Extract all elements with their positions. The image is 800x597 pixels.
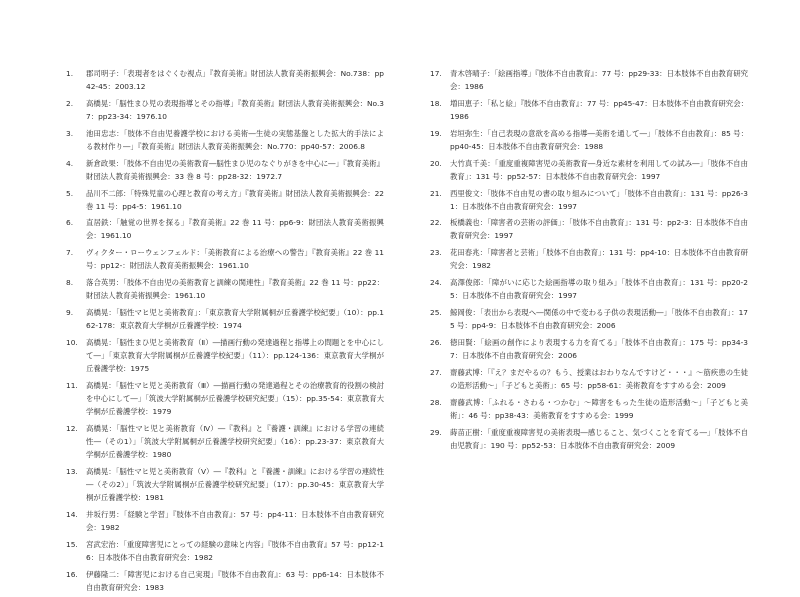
reference-text: 西里俊文：「肢体不自由児の書の取り組みについて」「肢体不自由教育」：131 号：pp26-31：日本肢体不自由教育研究会：1997 bbox=[450, 188, 748, 211]
reference-number: 26. bbox=[430, 337, 442, 347]
reference-entry bbox=[430, 366, 748, 392]
reference-entry bbox=[66, 276, 384, 302]
reference-entry bbox=[66, 246, 384, 272]
reference-number: 2. bbox=[66, 98, 74, 108]
reference-number: 17. bbox=[430, 69, 442, 78]
reference-number: 9. bbox=[66, 308, 74, 317]
reference-text: 大竹真千美：「重度重複障害児の美術教育―身近な素材を利用しての試み―」「肢体不自由教育」：131 号：pp52-57：日本肢体不自由教育研究会：1997 bbox=[450, 158, 748, 181]
reference-text: 青木啓晴子：「絵画指導」『肢体不自由教育』：77 号：pp29-33：日本肢体不自由教育研究会：1986 bbox=[450, 69, 748, 92]
reference-text: 増田恵子：「私と絵」『肢体不自由教育』：77 号：pp45-47：日本肢体不自由教育研究会：1986 bbox=[450, 98, 748, 121]
reference-entry bbox=[430, 127, 748, 153]
reference-number: 5. bbox=[66, 188, 74, 198]
reference-text: 高橋晃：「脳性マヒ児と美術教育（Ⅲ）―描画行動の発達過程とその治療教育的役割の検討を中心にして―」「筑波大学附属桐が丘養護学校研究紀要」（15）：pp.35-54：東京教育大学桐が丘養護学校：1979 bbox=[86, 380, 384, 417]
reference-entry bbox=[66, 216, 384, 242]
reference-text: 高橋晃：「脳性マヒ児と美術教育（Ⅳ）―『教科』と『養護・訓練』における学習の連続性―（その1）」「筑波大学附属桐が丘養護学校研究紀要」（16）：pp.23-37：東京教育大学桐が丘養護学校：1980 bbox=[86, 423, 384, 459]
reference-number: 22. bbox=[430, 218, 442, 228]
reference-number: 11. bbox=[66, 380, 78, 390]
reference-number: 27. bbox=[430, 367, 442, 377]
reference-number: 21. bbox=[430, 188, 442, 198]
reference-number: 19. bbox=[430, 128, 442, 138]
reference-entry bbox=[66, 379, 384, 418]
reference-entry bbox=[66, 538, 384, 564]
reference-text: 高澤俊郎：「障がいに応じた絵画指導の取り組み」「肢体不自由教育」：131 号：pp20-25：日本肢体不自由教育研究会：1997 bbox=[450, 278, 748, 301]
reference-entry bbox=[430, 157, 748, 183]
reference-number: 6. bbox=[66, 218, 74, 228]
reference-number: 1. bbox=[66, 69, 74, 78]
reference-number: 7. bbox=[66, 248, 74, 258]
reference-entry bbox=[430, 246, 748, 272]
reference-text: 徳田賢：「絵画の創作により表現する力を育てる」「肢体不自由教育」：175 号：pp34-37：日本肢体不自由教育研究会：2006 bbox=[450, 337, 748, 360]
reference-number: 18. bbox=[430, 98, 442, 108]
reference-number: 24. bbox=[430, 278, 442, 288]
reference-number: 13. bbox=[66, 466, 78, 476]
reference-entry bbox=[430, 426, 748, 452]
reference-list-left bbox=[66, 67, 384, 597]
reference-text: 花田春兆：「障害者と芸術」「肢体不自由教育」：131 号：pp4-10：日本肢体不自由教育研究会：1982 bbox=[450, 248, 748, 271]
reference-text: 伊藤隆二：「障害児における自己実現」『肢体不自由教育』：63 号：pp6-14：日本肢体不自由教育研究会：1983 bbox=[86, 569, 384, 592]
reference-number: 8. bbox=[66, 278, 74, 288]
reference-number: 12. bbox=[66, 423, 78, 433]
reference-number: 29. bbox=[430, 427, 442, 437]
reference-entry bbox=[66, 157, 384, 183]
reference-text: 高橋晃：「脳性マヒ児と美術教育（Ⅴ）―『教科』と『養護・訓練』における学習の連続性―（その2）」「筑波大学附属桐が丘養護学校研究紀要」（17）：pp.30-45：東京教育大学桐が丘養護学校：1981 bbox=[86, 466, 384, 502]
reference-text: 齋藤武博：「『え？まだやるの？もう、授業はおわりなんですけど・・・』～筋疾患の生徒の造形活動～」「子どもと美術」：65 号：pp58-61：美術教育をすすめる会：2009 bbox=[450, 367, 748, 390]
reference-entry bbox=[66, 97, 384, 123]
reference-number: 15. bbox=[66, 539, 78, 549]
reference-entry bbox=[430, 306, 748, 332]
reference-text: 池田忠志：「肢体不自由児養護学校における美術―生徒の実態基盤とした拡大的手法による教材作り―」『教育美術』財団法人教育美術振興会：No.770：pp40-57：2006.8 bbox=[86, 128, 384, 151]
reference-entry bbox=[66, 508, 384, 534]
reference-text: 岩垣弥生：「自己表現の意欲を高める指導―美術を通して―」「肢体不自由教育」：85 号：pp40-45：日本肢体不自由教育研究会：1988 bbox=[450, 128, 748, 151]
reference-text: 蒔苗正樹：「重度重複障害児の美術表現―感じること、気づくことを育てる―」「肢体不自由児教育」：190 号：pp52-53：日本肢体不自由教育研究会：2009 bbox=[450, 427, 748, 450]
reference-entry bbox=[66, 127, 384, 153]
reference-entry bbox=[66, 187, 384, 213]
reference-number: 4. bbox=[66, 158, 74, 168]
reference-number: 28. bbox=[430, 397, 442, 407]
reference-number: 25. bbox=[430, 308, 442, 317]
reference-entry bbox=[66, 336, 384, 375]
reference-number: 20. bbox=[430, 158, 442, 168]
reference-entry bbox=[66, 465, 384, 504]
reference-number: 16. bbox=[66, 569, 78, 579]
reference-text: 落合英男：「肢体不自由児の美術教育と訓練の関連性」『教育美術』22 巻 11 号：pp22：財団法人教育美術振興会：1961.10 bbox=[86, 278, 384, 301]
reference-entry bbox=[430, 396, 748, 422]
reference-text: 高橋晃：「脳性まひ児と美術教育（Ⅱ）―描画行動の発達過程と指導上の問題とを中心にして―」「東京教育大学附属桐が丘養護学校紀要」（11）：pp.124-136：東京教育大学桐が丘養護学校：1975 bbox=[86, 337, 384, 374]
reference-text: 井坂行男：「経験と学習」『肢体不自由教育』：57 号：pp4-11：日本肢体不自由教育研究会：1982 bbox=[86, 509, 384, 532]
reference-text: 板橋義也：「障害者の芸術の評価」：「肢体不自由教育」：131 号：pp2-3：日本肢体不自由教育研究会：1997 bbox=[450, 218, 748, 241]
reference-text: ヴィクター・ローウェンフェルド：「美術教育による治療への警告」『教育美術』22 巻 11 号：pp12-：財団法人教育美術振興会：1961.10 bbox=[86, 248, 384, 271]
reference-text: 郡司明子：「表現者をはぐくむ視点」『教育美術』財団法人教育美術振興会：No.738：pp42-45：2003.12 bbox=[86, 69, 384, 92]
reference-entry bbox=[66, 306, 384, 332]
reference-entry bbox=[66, 422, 384, 461]
reference-entry bbox=[430, 336, 748, 362]
reference-entry bbox=[66, 568, 384, 594]
reference-number: 23. bbox=[430, 248, 442, 258]
reference-list-right bbox=[430, 67, 748, 455]
reference-text: 鯨岡俊：「表出から表現へ―関係の中で変わる子供の表現活動―」「肢体不自由教育」：175 号：pp4-9：日本肢体不自由教育研究会：2006 bbox=[450, 308, 748, 331]
reference-text: 新倉政果：「肢体不自由児の美術教育―脳性まひ児のなぐりがきを中心に―」『教育美術』財団法人教育美術振興会：33 巻 8 号：pp28-32：1972.7 bbox=[86, 158, 384, 181]
reference-text: 直居鉄：「触覚の世界を探る」『教育美術』22 巻 11 号：pp6-9：財団法人教育美術振興会：1961.10 bbox=[86, 218, 384, 241]
reference-entry bbox=[430, 276, 748, 302]
reference-entry bbox=[430, 187, 748, 213]
reference-text: 品川不二郎：「特殊児童の心理と教育の考え方」『教育美術』財団法人教育美術振興会：22 巻 11 号：pp4-5：1961.10 bbox=[86, 188, 384, 211]
reference-text: 齋藤武博：「ふれる・さわる・つかむ」～障害をもった生徒の造形活動～」「子どもと美術」：46 号：pp38-43：美術教育をすすめる会：1999 bbox=[450, 397, 748, 420]
reference-entry bbox=[66, 67, 384, 93]
reference-entry bbox=[430, 97, 748, 123]
reference-text: 高橋晃：「脳性まひ児の表現指導とその指導」『教育美術』財団法人教育美術振興会：No.37：pp23-34：1976.10 bbox=[86, 98, 384, 121]
reference-number: 14. bbox=[66, 509, 78, 519]
reference-number: 3. bbox=[66, 128, 74, 138]
reference-number: 10. bbox=[66, 337, 78, 347]
reference-entry bbox=[430, 67, 748, 93]
reference-text: 宮武宏治：「重度障害児にとっての経験の意味と内容」『肢体不自由教育』57 号：pp12-16：日本肢体不自由教育研究会：1982 bbox=[86, 539, 384, 562]
reference-text: 高橋晃：「脳性マヒ児と美術教育」：「東京教育大学附属桐が丘養護学校紀要」（10）：pp.162-178：東京教育大学桐が丘養護学校：1974 bbox=[86, 308, 384, 331]
reference-entry bbox=[430, 216, 748, 242]
